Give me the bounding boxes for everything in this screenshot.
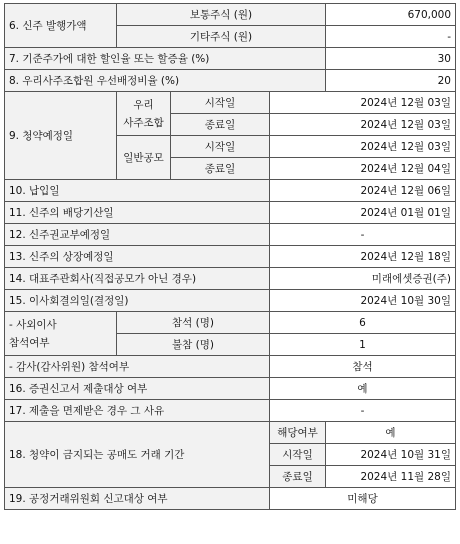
payment-date-value: 2024년 12월 06일 xyxy=(270,180,456,202)
absent-label: 불참 (명) xyxy=(117,334,270,356)
auditor-attendance-label: - 감사(감사위원) 참석여부 xyxy=(5,356,270,378)
esop-ratio-value: 20 xyxy=(326,70,456,92)
exemption-reason-label: 17. 제출을 면제받은 경우 그 사유 xyxy=(5,400,270,422)
lead-manager-label: 14. 대표주관회사(직접공모가 아닌 경우) xyxy=(5,268,270,290)
esop-end-value: 2024년 12월 03일 xyxy=(270,114,456,136)
other-stock-value: - xyxy=(326,26,456,48)
ftc-report-value: 미해당 xyxy=(270,488,456,510)
other-stock-label: 기타주식 (원) xyxy=(117,26,326,48)
registration-required-label: 16. 증권신고서 제출대상 여부 xyxy=(5,378,270,400)
exemption-reason-value: - xyxy=(270,400,456,422)
subscription-date-label: 9. 청약예정일 xyxy=(5,92,117,180)
table-row xyxy=(5,202,456,224)
absent-value: 1 xyxy=(270,334,456,356)
rights-offering-table xyxy=(4,3,456,510)
esop-end-label: 종료일 xyxy=(171,114,270,136)
registration-required-value: 예 xyxy=(270,378,456,400)
esop-start-value: 2024년 12월 03일 xyxy=(270,92,456,114)
table-row xyxy=(5,268,456,290)
discount-rate-label: 7. 기준주가에 대한 할인율 또는 할증율 (%) xyxy=(5,48,326,70)
table-row xyxy=(5,312,456,334)
certificate-delivery-label: 12. 신주권교부예정일 xyxy=(5,224,270,246)
board-resolution-label: 15. 이사회결의일(결정일) xyxy=(5,290,270,312)
outside-director-label: - 사외이사 참석여부 xyxy=(5,312,117,356)
table-row xyxy=(5,224,456,246)
board-resolution-value: 2024년 10월 30일 xyxy=(270,290,456,312)
table-row xyxy=(5,488,456,510)
present-value: 6 xyxy=(270,312,456,334)
table-row xyxy=(5,180,456,202)
discount-rate-value: 30 xyxy=(326,48,456,70)
dividend-base-date-value: 2024년 01월 01일 xyxy=(270,202,456,224)
issue-price-label: 6. 신주 발행가액 xyxy=(5,4,117,48)
table-row xyxy=(5,400,456,422)
table-row xyxy=(5,4,456,26)
applicable-label: 해당여부 xyxy=(270,422,326,444)
table-row xyxy=(5,356,456,378)
esop-label: 우리 사주조합 xyxy=(117,92,171,136)
applicable-value: 예 xyxy=(326,422,456,444)
esop-ratio-label: 8. 우리사주조합원 우선배정비율 (%) xyxy=(5,70,326,92)
dividend-base-date-label: 11. 신주의 배당기산일 xyxy=(5,202,270,224)
table-row xyxy=(5,70,456,92)
common-stock-value: 670,000 xyxy=(326,4,456,26)
public-end-value: 2024년 12월 04일 xyxy=(270,158,456,180)
esop-start-label: 시작일 xyxy=(171,92,270,114)
certificate-delivery-value: - xyxy=(270,224,456,246)
short-selling-end-label: 종료일 xyxy=(270,466,326,488)
short-selling-start-label: 시작일 xyxy=(270,444,326,466)
present-label: 참석 (명) xyxy=(117,312,270,334)
lead-manager-value: 미래에셋증권(주) xyxy=(270,268,456,290)
payment-date-label: 10. 납입일 xyxy=(5,180,270,202)
public-offering-label: 일반공모 xyxy=(117,136,171,180)
auditor-attendance-value: 참석 xyxy=(270,356,456,378)
table-row xyxy=(5,290,456,312)
table-row xyxy=(5,378,456,400)
table-row xyxy=(5,422,456,444)
table-row xyxy=(5,246,456,268)
table-row xyxy=(5,92,456,114)
short-selling-end-value: 2024년 11월 28일 xyxy=(326,466,456,488)
table-row xyxy=(5,48,456,70)
public-start-label: 시작일 xyxy=(171,136,270,158)
public-start-value: 2024년 12월 03일 xyxy=(270,136,456,158)
listing-date-value: 2024년 12월 18일 xyxy=(270,246,456,268)
short-selling-period-label: 18. 청약이 금지되는 공매도 거래 기간 xyxy=(5,422,270,488)
short-selling-start-value: 2024년 10월 31일 xyxy=(326,444,456,466)
ftc-report-label: 19. 공정거래위원회 신고대상 여부 xyxy=(5,488,270,510)
listing-date-label: 13. 신주의 상장예정일 xyxy=(5,246,270,268)
common-stock-label: 보통주식 (원) xyxy=(117,4,326,26)
public-end-label: 종료일 xyxy=(171,158,270,180)
